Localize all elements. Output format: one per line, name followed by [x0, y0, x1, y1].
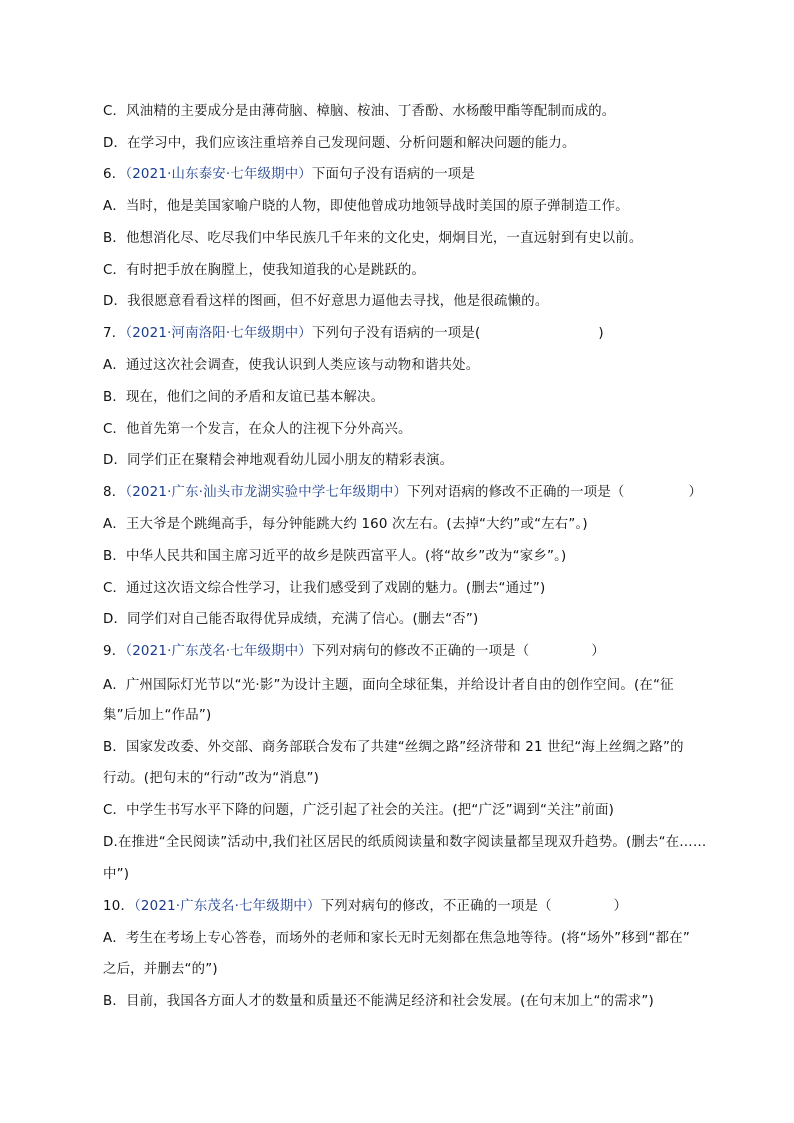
question-8 — [103, 484, 702, 502]
question-stem: 下列对病句的修改不正确的一项是（ — [311, 644, 530, 659]
question-source: （2021·广东茂名·七年级期中） — [134, 899, 321, 914]
q7-option-c: C．他首先第一个发言，在众人的注视下分外高兴。 — [103, 422, 412, 437]
question-number: 9． — [103, 644, 126, 659]
question-number: 6． — [103, 167, 126, 182]
q9-option-a-continued: 集”后加上“作品”) — [103, 708, 212, 723]
q8-option-a: A．王大爷是个跳绳高手，每分钟能跳大约 160 次左右。(去掉“大约”或“左右”。) — [103, 517, 588, 532]
q6-option-d: D．我很愿意看看这样的图画，但不好意思力逼他去寻找，他是很疏懒的。 — [103, 294, 549, 309]
q6-option-c: C．有时把手放在胸膛上，使我知道我的心是跳跃的。 — [103, 263, 426, 278]
question-number: 8． — [103, 485, 126, 500]
question-9 — [103, 643, 605, 661]
q9-option-b: B．国家发改委、外交部、商务部联合发布了共建“丝绸之路”经济带和 21 世纪“海上丝绸之路”的 — [103, 740, 684, 755]
q8-option-d: D．同学们对自己能否取得优异成绩，充满了信心。(删去“否”) — [103, 612, 479, 627]
question-number: 7． — [103, 326, 126, 341]
q7-option-d: D．同学们正在聚精会神地观看幼儿园小朋友的精彩表演。 — [103, 453, 454, 468]
answer-bracket-close: ） — [688, 485, 703, 500]
q9-option-b-continued: 行动。(把句末的“行动”改为“消息”) — [103, 771, 320, 786]
q7-option-b: B．现在，他们之间的矛盾和友谊已基本解决。 — [103, 390, 385, 405]
q10-option-a: A．考生在考场上专心答卷，而场外的老师和家长无时无刻都在焦急地等待。(将“场外”移到“都在” — [103, 931, 690, 946]
question-10 — [103, 898, 627, 916]
q9-option-c: C．中学生书写水平下降的问题，广泛引起了社会的关注。(把“广泛”调到“关注”前面) — [103, 803, 615, 818]
q7-option-a: A．通过这次社会调查，使我认识到人类应该与动物和谐共处。 — [103, 358, 480, 373]
question-source: （2021·广东茂名·七年级期中） — [125, 644, 312, 659]
answer-bracket-close: ） — [613, 899, 628, 914]
q9-option-d-continued: 中”) — [103, 867, 130, 882]
q8-option-c: C．通过这次语文综合性学习，让我们感受到了戏剧的魅力。(删去“通过”) — [103, 581, 546, 596]
q10-option-b: B．目前，我国各方面人才的数量和质量还不能满足经济和社会发展。(在句末加上“的需求”) — [103, 994, 654, 1009]
q5-option-d: D．在学习中，我们应该注重培养自己发现问题、分析问题和解决问题的能力。 — [103, 136, 576, 151]
question-stem: 下列句子没有语病的一项是( — [311, 326, 481, 341]
question-source: （2021·广东·汕头市龙湖实验中学七年级期中） — [125, 485, 408, 500]
q9-option-d: D.在推进“全民阅读”活动中,我们社区居民的纸质阅读量和数字阅读量都呈现双升趋势。(删去“在…… — [103, 835, 707, 850]
answer-bracket-close: ） — [591, 644, 605, 659]
question-number: 10． — [103, 899, 135, 914]
question-stem: 下列对病句的修改，不正确的一项是（ — [320, 899, 552, 914]
answer-bracket-close: ) — [598, 326, 604, 341]
question-stem: 下面句子没有语病的一项是 — [311, 167, 475, 182]
question-source: （2021·山东泰安·七年级期中） — [125, 167, 312, 182]
question-source: （2021·河南洛阳·七年级期中） — [125, 326, 312, 341]
q5-option-c: C．风油精的主要成分是由薄荷脑、樟脑、桉油、丁香酚、水杨酸甲酯等配制而成的。 — [103, 104, 616, 119]
q6-option-b: B．他想消化尽、吃尽我们中华民族几千年来的文化史，炯炯目光，一直远射到有史以前。 — [103, 231, 643, 246]
q6-option-a: A．当时，他是美国家喻户晓的人物，即使他曾成功地领导战时美国的原子弹制造工作。 — [103, 199, 629, 214]
question-7 — [103, 325, 604, 343]
question-stem: 下列对语病的修改不正确的一项是（ — [407, 485, 625, 500]
q9-option-a: A．广州国际灯光节以“光·影”为设计主题，面向全球征集，并给设计者自由的创作空间。(在“征 — [103, 678, 674, 693]
question-6 — [103, 166, 475, 184]
q8-option-b: B．中华人民共和国主席习近平的故乡是陕西富平人。(将“故乡”改为“家乡”。) — [103, 549, 567, 564]
q10-option-a-continued: 之后，并删去“的”) — [103, 962, 218, 977]
